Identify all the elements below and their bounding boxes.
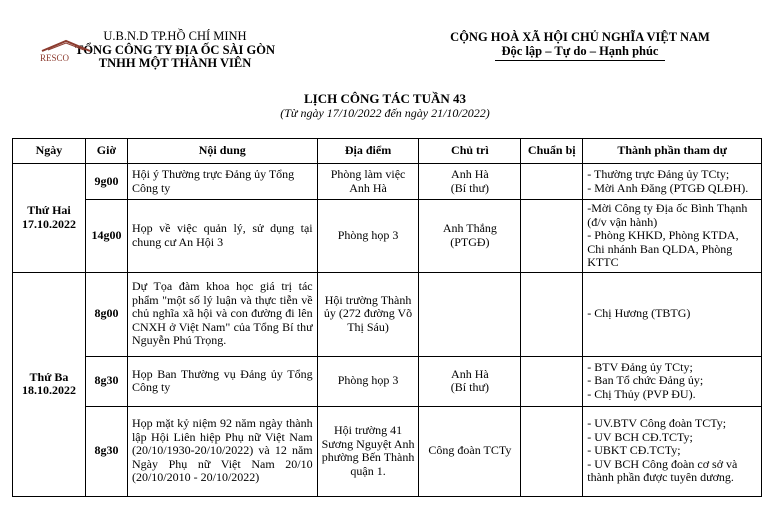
prep-cell [521, 356, 583, 406]
attendees-cell: - Chị Hương (TBTG) [583, 272, 762, 356]
prep-cell [521, 164, 583, 200]
content-cell: Dự Tọa đàm khoa học giá trị tác phẩm "một số lý luận và thực tiễn về chủ nghĩa xã hội và con đường đi lên CNXH ở Việt Nam" của Tổng Bí thư Nguyễn Phú Trọng. [127, 272, 317, 356]
attendees-cell: - BTV Đảng ủy TCty; - Ban Tổ chức Đảng ủy; - Chị Thủy (PVP ĐU). [583, 356, 762, 406]
org-line-3: TNHH MỘT THÀNH VIÊN [98, 56, 252, 70]
nation-header [420, 30, 740, 61]
chair-cell [419, 272, 521, 356]
col-header-location: Địa điểm [317, 139, 419, 164]
col-header-attendees: Thành phần tham dự [583, 139, 762, 164]
col-header-time: Giờ [85, 139, 127, 164]
location-cell: Phòng làm việc Anh Hà [317, 164, 419, 200]
day-cell: Thứ Ba 18.10.2022 [13, 272, 86, 496]
page-subtitle: (Từ ngày 17/10/2022 đến ngày 21/10/2022) [280, 106, 490, 120]
page-title: LỊCH CÔNG TÁC TUẦN 43 [303, 91, 467, 106]
org-line-2: TỔNG CÔNG TY ĐỊA ỐC SÀI GÒN [74, 42, 276, 57]
time-cell: 9g00 [85, 164, 127, 200]
content-cell: Họp Ban Thường vụ Đảng ủy Tổng Công ty [127, 356, 317, 406]
schedule-table [12, 138, 762, 497]
prep-cell [521, 272, 583, 356]
chair-cell: Công đoàn TCTy [419, 406, 521, 496]
col-header-prep: Chuẩn bị [521, 139, 583, 164]
day-cell: Thứ Hai 17.10.2022 [13, 164, 86, 273]
chair-cell: Anh Thắng (PTGĐ) [419, 200, 521, 273]
location-cell: Hội trường Thành ủy (272 đường Võ Thị Sáu) [317, 272, 419, 356]
org-line-1: U.B.N.D TP.HỒ CHÍ MINH [103, 29, 247, 43]
table-row [13, 406, 762, 496]
table-row [13, 272, 762, 356]
motto-underline [495, 60, 665, 61]
col-header-day: Ngày [13, 139, 86, 164]
location-cell: Hội trường 41 Sương Nguyệt Anh phường Bến Thành quận 1. [317, 406, 419, 496]
time-cell: 8g00 [85, 272, 127, 356]
resco-logo [40, 38, 92, 64]
nation-line-1: CỘNG HOÀ XÃ HỘI CHỦ NGHĨA VIỆT NAM [450, 30, 710, 44]
table-row [13, 164, 762, 200]
location-cell: Phòng họp 3 [317, 356, 419, 406]
table-row [13, 356, 762, 406]
location-cell: Phòng họp 3 [317, 200, 419, 273]
chair-cell: Anh Hà (Bí thư) [419, 164, 521, 200]
prep-cell [521, 406, 583, 496]
prep-cell [521, 200, 583, 273]
attendees-cell: - UV.BTV Công đoàn TCTy; - UV BCH CĐ.TCTy; - UBKT CĐ.TCTy; - UV BCH Công đoàn cơ sở và thành phần được tuyên dương. [583, 406, 762, 496]
time-cell: 14g00 [85, 200, 127, 273]
nation-line-2: Độc lập – Tự do – Hạnh phúc [501, 44, 659, 58]
attendees-cell: -Mời Công ty Địa ốc Bình Thạnh (đ/v vận hành) - Phòng KHKD, Phòng KTDA, Chi nhánh Ban QLDA, Phòng KTTC [583, 200, 762, 273]
content-cell: Hội ý Thường trực Đảng ủy Tổng Công ty [127, 164, 317, 200]
attendees-cell: - Thường trực Đảng ủy TCty; - Mời Anh Đăng (PTGĐ QLĐH). [583, 164, 762, 200]
content-cell: Họp mặt kỷ niệm 92 năm ngày thành lập Hội Liên hiệp Phụ nữ Việt Nam (20/10/1930-20/10/2022) và 12 năm Ngày Phụ nữ Việt Nam 20/10 (20/10/2010 - 20/10/2022) [127, 406, 317, 496]
logo-text: RESCO [40, 53, 70, 63]
time-cell: 8g30 [85, 356, 127, 406]
chair-cell: Anh Hà (Bí thư) [419, 356, 521, 406]
col-header-chair: Chủ trì [419, 139, 521, 164]
col-header-content: Nội dung [127, 139, 317, 164]
table-row [13, 200, 762, 273]
content-cell: Họp về việc quản lý, sử dụng tại chung cư An Hội 3 [127, 200, 317, 273]
table-header-row [13, 139, 762, 164]
time-cell: 8g30 [85, 406, 127, 496]
